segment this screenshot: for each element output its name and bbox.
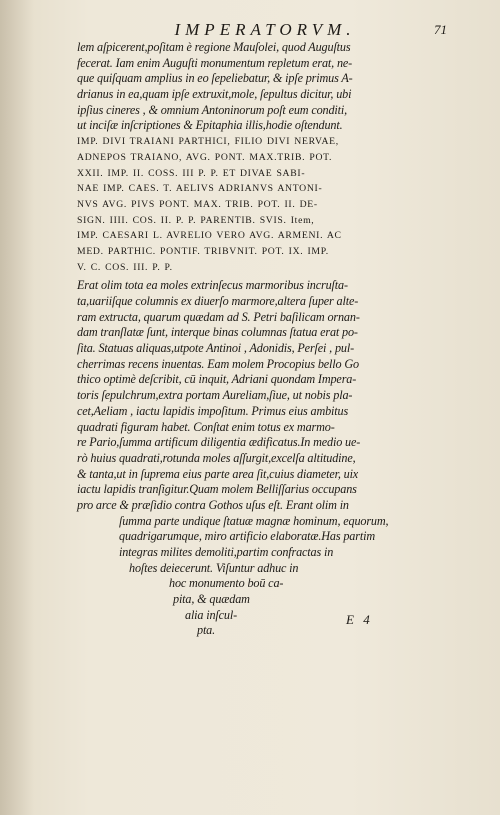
text-line: ſumma parte undique ſtatuæ magnæ hominum, equorum, (119, 513, 389, 528)
text-line: fecerat. Iam enim Auguſti monumentum repletum erat, ne- (77, 55, 353, 70)
text-line: Erat olim tota ea moles extrinſecus marmoribus incruſta- (77, 278, 348, 293)
running-head: IMPERATORVM. (174, 20, 356, 39)
signature-mark: E 4 (346, 612, 373, 627)
inscription-line: NAE IMP. CAES. T. AELIVS ADRIANVS ANTONI- (77, 183, 323, 195)
inscription-line: SIGN. IIII. COS. II. P. P. PARENTIB. SVIS. Item, (77, 214, 315, 226)
gutter-shadow (0, 0, 34, 815)
inscription-line: IMP. CAESARI L. AVRELIO VERO AVG. ARMENI. AC (77, 230, 342, 242)
text-line: pta. (197, 623, 216, 638)
text-line: iactu lapidis tranſigitur.Quam molem Belliſſarius occupans (77, 482, 357, 497)
inscription-line: IMP. DIVI TRAIANI PARTHICI, FILIO DIVI NERVAE, (77, 136, 339, 148)
folio-number: 71 (434, 22, 447, 37)
inscription-line: NVS AVG. PIVS PONT. MAX. TRIB. POT. II. DE- (77, 198, 318, 210)
text-line: re Pario,ſumma artificum diligentia ædificatus.In medio ue- (77, 435, 361, 450)
text-line: hoc monumento boū ca- (169, 576, 284, 591)
text-line: cet,Aeliam , iactu lapidis impoſitum. Primus eius ambitus (77, 403, 349, 418)
text-line: rò huius quadrati,rotunda moles aſſurgit,excelſa altitudine, (77, 450, 356, 465)
text-line: ſita. Statuas aliquas,utpote Antinoi , Adonidis, Perſei , pul- (77, 341, 354, 356)
inscription-line: MED. PARTHIC. PONTIF. TRIBVNIT. POT. IX. IMP. (77, 245, 329, 257)
text-line: & tanta,ut in ſuprema eius parte area ſit,cuius diameter, uix (77, 466, 359, 481)
inscription-line: XXII. IMP. II. COSS. III P. P. ET DIVAE SABI- (77, 167, 306, 179)
text-line: pita, & quædam (173, 592, 250, 607)
text-line: ut inciſæ inſcriptiones & Epitaphia illis,hodie oſtendunt. (77, 118, 343, 133)
text-line: alia inſcul- (185, 607, 238, 622)
main-text (77, 40, 407, 639)
text-line: integras milites demoliti,partim confractas in (119, 545, 334, 559)
text-line: hoſtes deiecerunt. Viſuntur adhuc in (129, 560, 299, 575)
text-line: lem aſpicerent,poſitam è regione Mauſolei, quod Auguſtus (77, 40, 351, 54)
text-line: dam tranſlatæ ſunt, interque binas columnas ſtatua erat po- (77, 325, 358, 340)
text-line: ram extructa, quarum quædam ad S. Petri baſilicam ornan- (77, 309, 360, 324)
inscription-line: V. C. COS. III. P. P. (77, 261, 173, 273)
text-line: cherrimas recens inuentas. Eam molem Procopius bello Go (77, 356, 359, 371)
text-line: pro arce & præſidio contra Gothos uſus eſt. Erant olim in (77, 497, 349, 512)
text-line: quadrigarumque, miro artificio elaboratæ.Has partim (119, 529, 375, 544)
paragraph-2 (77, 278, 407, 513)
inscription-line: ADNEPOS TRAIANO, AVG. PONT. MAX.TRIB. POT. (77, 151, 333, 163)
text-line: ipſius cineres , & omnium Antoninorum poſt eum conditi, (77, 102, 348, 117)
text-line: que quiſquam amplius in eo ſepeliebatur, & ipſe primus A- (77, 71, 353, 86)
text-line: ta,uariiſque columnis ex diuerſo marmore,altera ſuper alte- (77, 294, 359, 308)
text-line: quadrati figuram habet. Conſtat enim totus ex marmo- (77, 419, 335, 434)
text-line: drianus in ea,quam ipſe extruxit,mole, ſepultus dicitur, ubi (77, 87, 352, 102)
text-line: toris ſepulchrum,extra portam Aureliam,ſiue, ut nobis pla- (77, 388, 353, 403)
paragraph-1 (77, 40, 407, 134)
text-line: thico optimè deſcribit, cū inquit, Adriani quondam Impera- (77, 372, 357, 387)
inscription-block (77, 134, 407, 275)
